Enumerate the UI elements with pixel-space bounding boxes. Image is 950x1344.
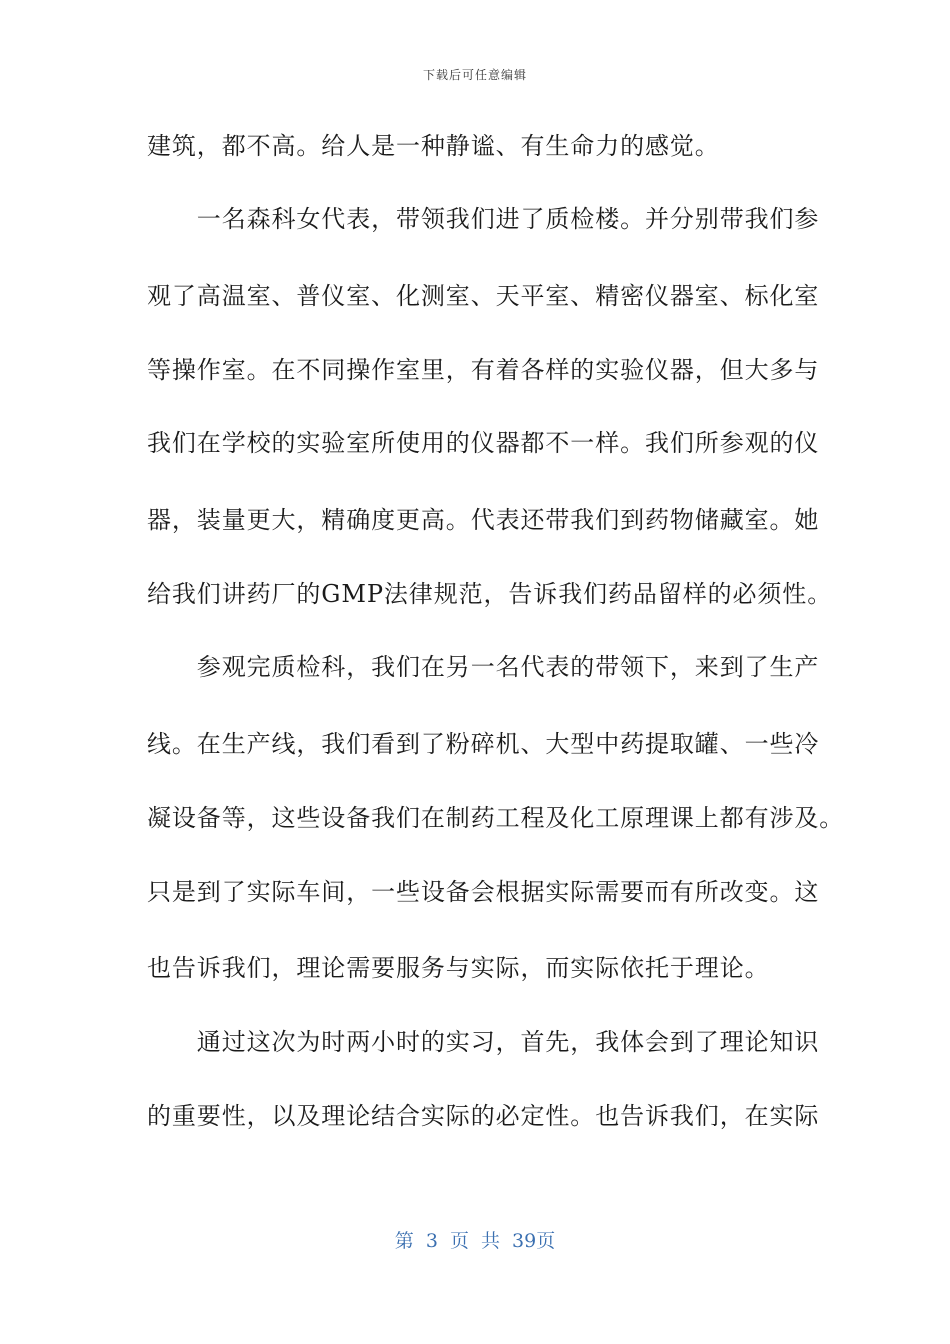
page-footer: 第 3 页 共 39页: [394, 1230, 556, 1252]
text-line: 参观完质检科，我们在另一名代表的带领下，来到了生产: [147, 653, 820, 681]
text-line: 观了高温室、普仪室、化测室、天平室、精密仪器室、标化室: [147, 282, 820, 310]
text-line: 的重要性，以及理论结合实际的必定性。也告诉我们，在实际: [147, 1102, 820, 1130]
page-header: 下载后可任意编辑: [422, 68, 527, 82]
text-line: 通过这次为时两小时的实习，首先，我体会到了理论知识: [147, 1028, 820, 1056]
text-line: 建筑，都不高。给人是一种静谧、有生命力的感觉。: [147, 132, 720, 160]
text-line: 等操作室。在不同操作室里，有着各样的实验仪器，但大多与: [147, 356, 820, 384]
text-line: 给我们讲药厂的GMP法律规范，告诉我们药品留样的必须性。: [147, 580, 833, 608]
text-line: 也告诉我们，理论需要服务与实际，而实际依托于理论。: [147, 954, 770, 982]
text-line: 我们在学校的实验室所使用的仪器都不一样。我们所参观的仪: [147, 429, 820, 457]
text-line: 一名森科女代表，带领我们进了质检楼。并分别带我们参: [147, 205, 820, 233]
text-line: 线。在生产线，我们看到了粉碎机、大型中药提取罐、一些冷: [147, 730, 820, 758]
text-line: 器，装量更大，精确度更高。代表还带我们到药物储藏室。她: [147, 506, 820, 534]
text-line: 只是到了实际车间，一些设备会根据实际需要而有所改变。这: [147, 878, 820, 906]
text-line: 凝设备等，这些设备我们在制药工程及化工原理课上都有涉及。: [147, 804, 845, 832]
